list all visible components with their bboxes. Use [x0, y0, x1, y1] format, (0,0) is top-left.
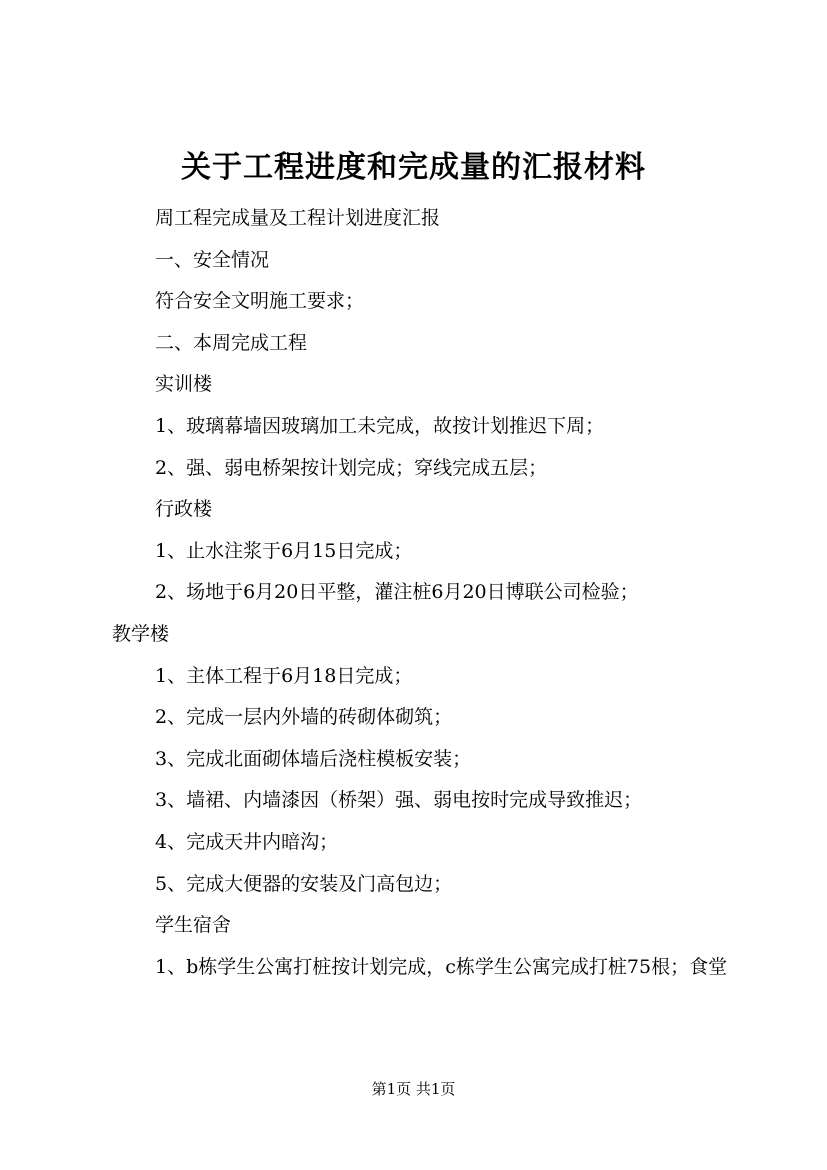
section-heading-completed-work: 二、本周完成工程 [155, 331, 308, 354]
list-item: 2、强、弱电桥架按计划完成；穿线完成五层； [155, 456, 548, 479]
section-heading-safety: 一、安全情况 [155, 248, 270, 271]
list-item: 3、完成北面砌体墙后浇柱模板安装； [155, 747, 472, 770]
paragraph-safety-status: 符合安全文明施工要求； [155, 290, 365, 313]
subheading-student-dorm: 学生宿舍 [155, 914, 232, 937]
list-item: 5、完成大便器的安装及门高包边； [155, 872, 453, 895]
list-item: 1、主体工程于6月18日完成； [155, 664, 413, 687]
list-item: 1、玻璃幕墙因玻璃加工未完成，故按计划推迟下周； [155, 414, 605, 437]
page-footer: 第1页 共1页 [371, 1080, 456, 1098]
list-item: 4、完成天井内暗沟； [155, 830, 339, 853]
list-item: 2、场地于6月20日平整，灌注桩6月20日博联公司检验； [155, 581, 639, 604]
list-item: 1、止水注浆于6月15日完成； [155, 539, 413, 562]
document-title: 关于工程进度和完成量的汇报材料 [181, 150, 646, 185]
list-item: 1、b栋学生公寓打桩按计划完成，c栋学生公寓完成打桩75根；食堂 [155, 955, 728, 978]
subheading-admin-building: 行政楼 [155, 498, 213, 521]
subheading-training-building: 实训楼 [155, 373, 213, 396]
document-body [112, 198, 732, 988]
subheading-teaching-building: 教学楼 [112, 622, 170, 645]
list-item: 3、墙裙、内墙漆因（桥架）强、弱电按时完成导致推迟； [155, 789, 643, 812]
list-item: 2、完成一层内外墙的砖砌体砌筑； [155, 706, 453, 729]
paragraph-report-heading: 周工程完成量及工程计划进度汇报 [155, 207, 441, 229]
